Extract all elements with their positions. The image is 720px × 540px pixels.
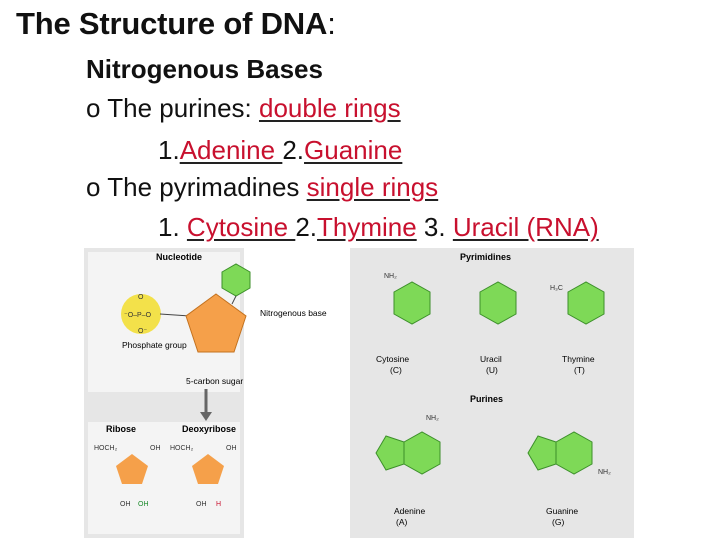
phosphate-o-left: ⁻O–P–O [124,312,152,319]
guanine-text: Guanine [304,135,403,165]
purines-title: Purines [470,394,504,404]
pyrimidines-label: The pyrimadines [107,172,307,202]
list-number: 2. [295,212,317,242]
sugar-label: 5-carbon sugar [186,376,244,386]
purines-line [86,93,401,124]
pyrimidines-line [86,172,438,203]
list-number: 3. [416,212,453,242]
list-number: 2. [282,135,305,165]
bullet: o [86,93,101,123]
purines-label: The purines: [107,93,259,123]
svg-text:NH₂: NH₂ [384,273,397,280]
adenine-code: (A) [396,517,408,527]
svg-text:OH: OH [150,445,161,452]
list-number: 1. [158,212,187,242]
svg-text:OH: OH [226,445,237,452]
section-heading: Nitrogenous Bases [86,54,323,84]
pyrimidines-value: single rings [306,172,439,202]
uracil-text: Uracil (RNA) [452,212,599,242]
cytosine-code: (C) [390,365,402,375]
phosphate-label: Phosphate group [122,340,187,350]
adenine-text: Adenine [179,135,283,165]
guanine-code: (G) [552,517,565,527]
ribose-title: Ribose [106,424,137,434]
svg-text:H: H [216,501,222,508]
svg-text:OH: OH [120,501,131,508]
dna-bases-figure [84,244,634,540]
adenine-label: Adenine [394,506,426,516]
uracil-label: Uracil [480,354,502,364]
svg-text:NH₂: NH₂ [426,415,439,422]
svg-text:H₃C: H₃C [550,285,563,292]
phosphate-o-top: O [138,294,144,301]
purines-list [158,135,402,166]
svg-text:HOCH₂: HOCH₂ [170,445,194,452]
uracil-code: (U) [486,365,498,375]
pyrimidines-title: Pyrimidines [460,252,512,262]
purines-value: double rings [258,93,401,123]
deoxyribose-title: Deoxyribose [182,424,237,434]
slide-title: The Structure of DNA: [16,6,336,41]
svg-text:OH: OH [138,501,149,508]
thymine-text: Thymine [317,212,417,242]
cytosine-text: Cytosine [186,212,296,242]
phosphate-o-bottom: O⁻ [138,328,148,335]
pyrimidines-list [158,212,599,243]
cytosine-label: Cytosine [376,354,410,364]
thymine-label: Thymine [562,354,595,364]
bullet: o [86,172,101,202]
base-label: Nitrogenous base [260,308,327,318]
svg-text:HOCH₂: HOCH₂ [94,445,118,452]
thymine-code: (T) [574,365,585,375]
list-number: 1. [158,135,180,165]
svg-text:OH: OH [196,501,207,508]
guanine-label: Guanine [546,506,579,516]
nucleotide-title: Nucleotide [156,252,203,262]
svg-text:NH₂: NH₂ [598,469,611,476]
